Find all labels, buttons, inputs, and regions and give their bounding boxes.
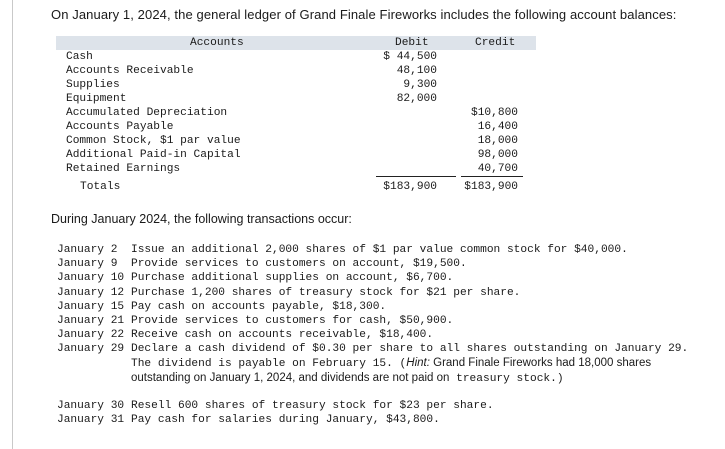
account-name: Cash xyxy=(66,51,93,63)
debit-total: $183,900 xyxy=(383,181,437,193)
ledger-row xyxy=(56,92,536,106)
account-name: Retained Earnings xyxy=(66,163,181,175)
credit-total-rule xyxy=(461,176,523,177)
transaction-date: January 31 xyxy=(57,414,125,426)
account-name: Accounts Payable xyxy=(66,121,174,133)
hint-text: Grand Finale Fireworks had 18,000 shares outstanding on January 1, 2024, and dividends are not paid on xyxy=(131,357,652,384)
credit-value: $10,800 xyxy=(471,107,518,119)
transactions-intro: During January 2024, the following transactions occur: xyxy=(51,212,352,226)
debit-total-rule xyxy=(376,176,456,177)
transaction-date: January 29 xyxy=(57,343,125,355)
transaction-date: January 9 xyxy=(57,258,118,270)
intro-text: On January 1, 2024, the general ledger of Grand Finale Fireworks includes the following account balances: xyxy=(51,7,677,22)
header-accounts: Accounts xyxy=(190,37,244,49)
transaction-date: January 2 xyxy=(57,244,118,256)
hint-label: Hint: xyxy=(406,357,430,369)
account-name: Supplies xyxy=(66,79,120,91)
transaction-date: January 30 xyxy=(57,400,125,412)
ledger-row xyxy=(56,120,536,134)
transaction-desc: Pay cash on accounts payable, $18,300. xyxy=(131,301,387,313)
ledger-header xyxy=(56,36,536,50)
account-name: Accumulated Depreciation xyxy=(66,107,228,119)
credit-total: $183,900 xyxy=(464,181,518,193)
debit-value: 82,000 xyxy=(396,93,437,105)
totals-label: Totals xyxy=(80,181,121,193)
credit-value: 98,000 xyxy=(477,149,518,161)
transaction-date: January 12 xyxy=(57,287,125,299)
header-debit: Debit xyxy=(395,37,429,49)
ledger-row xyxy=(56,148,536,162)
transaction-desc-text: Declare a cash dividend of $0.30 per share to all shares outstanding on January 29. The dividend is payable on February 15. xyxy=(131,343,689,370)
transaction-desc: Provide services to customers for cash, $50,900. xyxy=(131,315,454,327)
transaction-date: January 22 xyxy=(57,329,125,341)
transaction-date: January 21 xyxy=(57,315,125,327)
ledger-row xyxy=(56,64,536,78)
transaction-desc: Provide services to customers on account, $19,500. xyxy=(131,258,467,270)
credit-value: 16,400 xyxy=(477,121,518,133)
transaction-desc: Issue an additional 2,000 shares of $1 par value common stock for $40,000. xyxy=(131,244,628,256)
ledger-row xyxy=(56,78,536,92)
ledger-row xyxy=(56,106,536,120)
account-name: Additional Paid-in Capital xyxy=(66,149,241,161)
debit-value: 9,300 xyxy=(403,79,437,91)
transaction-desc: Purchase additional supplies on account, $6,700. xyxy=(131,272,454,284)
transaction-date: January 15 xyxy=(57,301,125,313)
account-name: Common Stock, $1 par value xyxy=(66,135,241,147)
credit-value: 18,000 xyxy=(477,135,518,147)
transaction-desc: Declare a cash dividend of $0.30 per share to all shares outstanding on January 29. The dividend is payable on February 15. (Hint: Grand Finale Fireworks had 18,000 shares outstanding on January 1, 2024, and dividends are not paid on treasury stock.) xyxy=(131,343,689,385)
transaction-date: January 10 xyxy=(57,272,125,284)
transaction-desc: Receive cash on accounts receivable, $18,400. xyxy=(131,329,434,341)
debit-value: $ 44,500 xyxy=(383,51,437,63)
debit-value: 48,100 xyxy=(396,65,437,77)
ledger-row xyxy=(56,134,536,148)
transaction-desc: Pay cash for salaries during January, $43,800. xyxy=(131,414,440,426)
account-name: Accounts Receivable xyxy=(66,65,194,77)
credit-value: 40,700 xyxy=(477,163,518,175)
header-credit: Credit xyxy=(475,37,516,49)
totals-row xyxy=(56,180,536,194)
left-border xyxy=(12,0,13,449)
transaction-desc: Resell 600 shares of treasury stock for $23 per share. xyxy=(131,400,494,412)
ledger-row xyxy=(56,162,536,176)
transaction-desc: Purchase 1,200 shares of treasury stock for $21 per share. xyxy=(131,287,521,299)
hint-tail: treasury stock.) xyxy=(456,373,564,385)
account-name: Equipment xyxy=(66,93,127,105)
ledger-row xyxy=(56,50,536,64)
